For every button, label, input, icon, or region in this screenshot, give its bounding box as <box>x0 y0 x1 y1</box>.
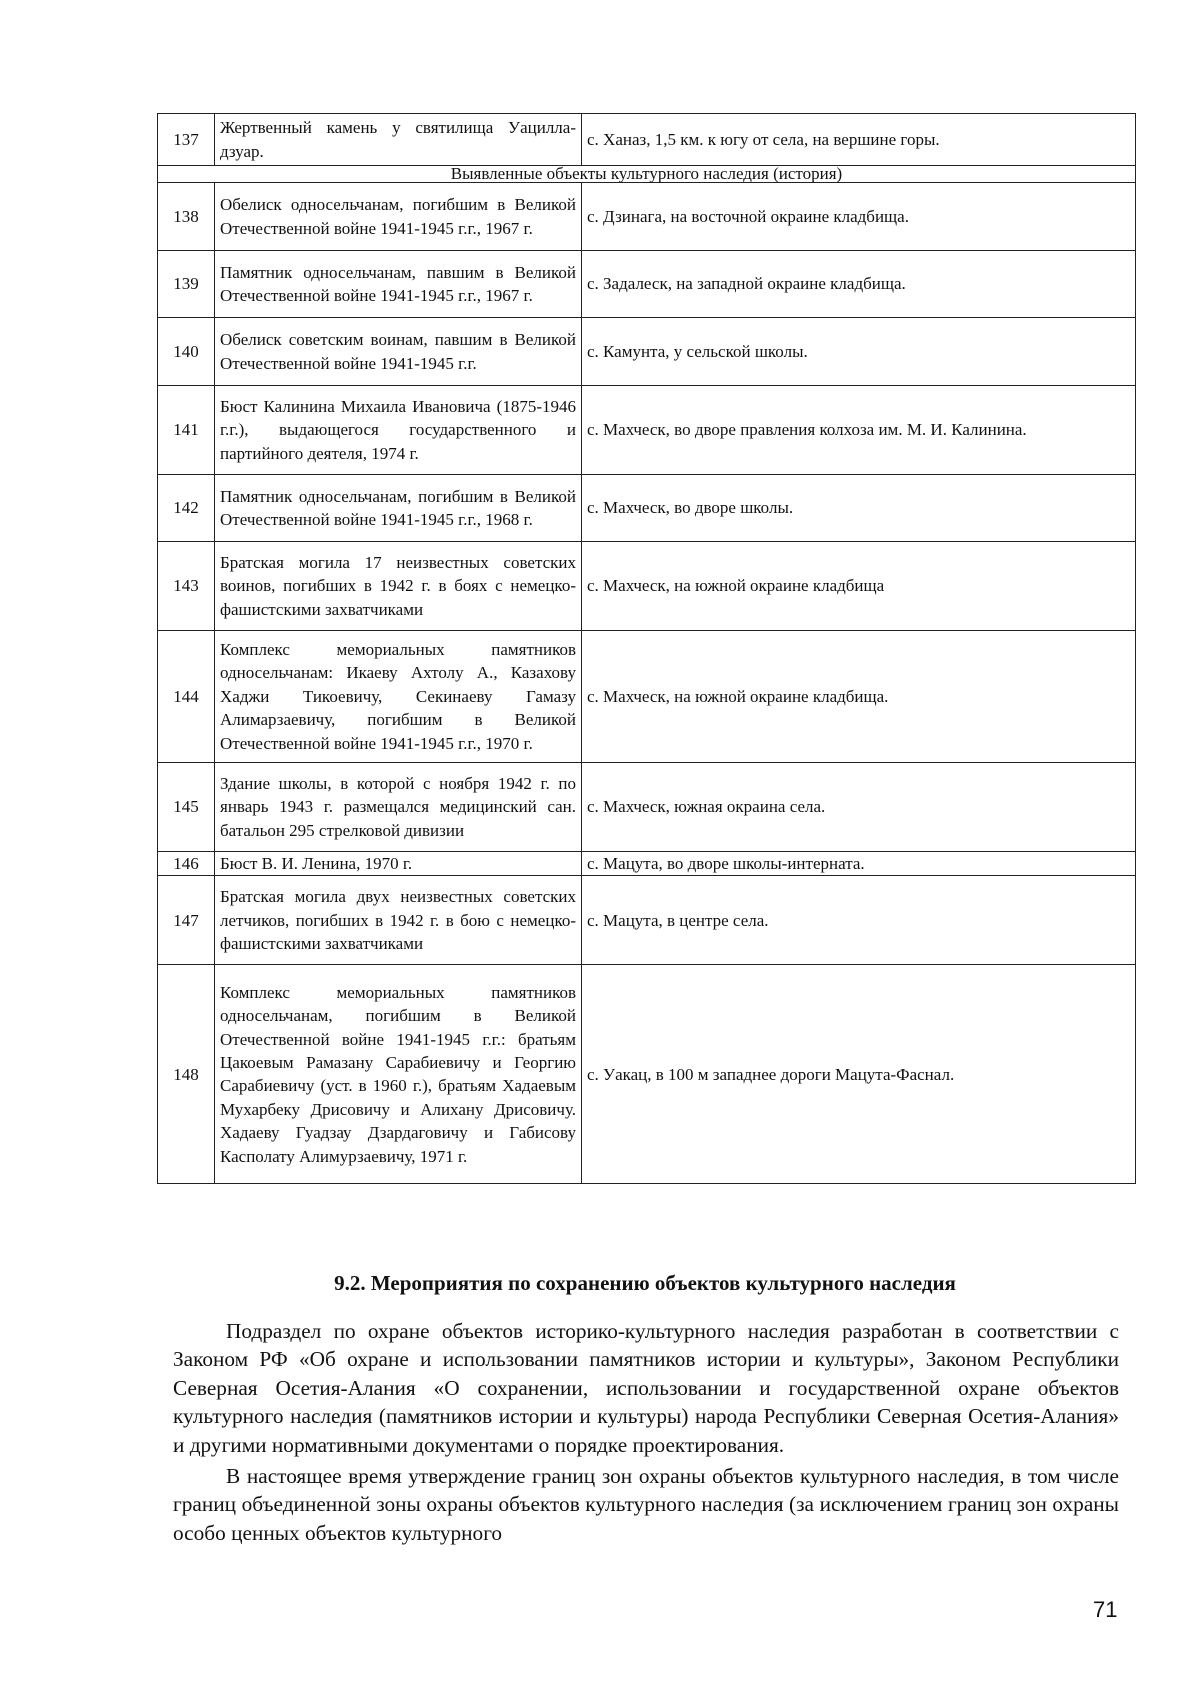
body-text <box>173 1317 1119 1550</box>
location-cell: с. Мацута, во дворе школы-интерната. <box>582 852 1136 876</box>
page-number: 71 <box>1093 1597 1118 1622</box>
row-number-cell: 139 <box>158 251 215 318</box>
location-cell: с. Дзинага, на восточной окраине кладбища. <box>582 183 1136 251</box>
table-row <box>158 876 1136 965</box>
location-cell: с. Мацута, в центре села. <box>582 876 1136 965</box>
location-cell: с. Махческ, во дворе школы. <box>582 475 1136 542</box>
table-body <box>158 114 1136 1184</box>
table-row <box>158 251 1136 318</box>
table-row <box>158 318 1136 386</box>
object-name-cell: Братская могила двух неизвестных советских летчиков, погибших в 1942 г. в бою с немецко-фашистскими захватчиками <box>215 876 582 965</box>
table-section-row <box>158 166 1136 183</box>
object-name-cell: Памятник односельчанам, погибшим в Великой Отечественной войне 1941-1945 г.г., 1968 г. <box>215 475 582 542</box>
object-name-cell: Обелиск односельчанам, погибшим в Великой Отечественной войне 1941-1945 г.г., 1967 г. <box>215 183 582 251</box>
location-cell: с. Ханаз, 1,5 км. к югу от села, на вершине горы. <box>582 114 1136 166</box>
row-number-cell: 146 <box>158 852 215 876</box>
row-number-cell: 138 <box>158 183 215 251</box>
object-name-cell: Бюст В. И. Ленина, 1970 г. <box>215 852 582 876</box>
section-title-cell: Выявленные объекты культурного наследия (история) <box>158 166 1136 183</box>
location-cell: с. Махческ, на южной окраине кладбища. <box>582 631 1136 763</box>
row-number-cell: 148 <box>158 965 215 1184</box>
object-name-cell: Бюст Калинина Михаила Ивановича (1875-1946 г.г.), выдающегося государственного и партийного деятеля, 1974 г. <box>215 386 582 475</box>
row-number-cell: 142 <box>158 475 215 542</box>
heritage-objects-table <box>157 113 1136 1184</box>
table-row <box>158 386 1136 475</box>
location-cell: с. Махческ, на южной окраине кладбища <box>582 542 1136 631</box>
row-number-cell: 141 <box>158 386 215 475</box>
table-row <box>158 114 1136 166</box>
row-number-cell: 147 <box>158 876 215 965</box>
row-number-cell: 137 <box>158 114 215 166</box>
location-cell: с. Уакац, в 100 м западнее дороги Мацута-Фаснал. <box>582 965 1136 1184</box>
table-row <box>158 763 1136 852</box>
table-row <box>158 475 1136 542</box>
object-name-cell: Комплекс мемориальных памятников односельчанам, погибшим в Великой Отечественной войне 1941-1945 г.г.: братьям Цакоевым Рамазану Сарабиевичу и Георгию Сарабиевичу (уст. в 1960 г.), братьям Хадаевым Мухарбеку Дрисовичу и Алихану Дрисовичу. Хадаеву Гуадзау Дзардаговичу и Габисову Касполату Алимурзаевичу, 1971 г. <box>215 965 582 1184</box>
table-row <box>158 965 1136 1184</box>
table-row <box>158 542 1136 631</box>
section-heading: 9.2. Мероприятия по сохранению объектов культурного наследия <box>334 1271 956 1295</box>
table-row <box>158 183 1136 251</box>
location-cell: с. Махческ, во дворе правления колхоза им. М. И. Калинина. <box>582 386 1136 475</box>
table-row <box>158 631 1136 763</box>
paragraph-2: В настоящее время утверждение границ зон охраны объектов культурного наследия, в том числе границ объединенной зоны охраны объектов культурного наследия (за исключением границ зон охраны особо ценных объектов культурного <box>173 1464 1119 1545</box>
object-name-cell: Жертвенный камень у святилища Уацилла-дзуар. <box>215 114 582 166</box>
row-number-cell: 145 <box>158 763 215 852</box>
object-name-cell: Братская могила 17 неизвестных советских воинов, погибших в 1942 г. в боях с немецко-фашистскими захватчиками <box>215 542 582 631</box>
paragraph-1: Подраздел по охране объектов историко-культурного наследия разработан в соответствии с Законом РФ «Об охране и использовании памятников истории и культуры», Законом Республики Северная Осетия-Алания «О сохранении, использовании и государственной охране объектов культурного наследия (памятников истории и культуры) народа Республики Северная Осетия-Алания» и другими нормативными документами о порядке проектирования. <box>173 1319 1119 1457</box>
row-number-cell: 140 <box>158 318 215 386</box>
object-name-cell: Памятник односельчанам, павшим в Великой Отечественной войне 1941-1945 г.г., 1967 г. <box>215 251 582 318</box>
object-name-cell: Обелиск советским воинам, павшим в Великой Отечественной войне 1941-1945 г.г. <box>215 318 582 386</box>
row-number-cell: 143 <box>158 542 215 631</box>
object-name-cell: Комплекс мемориальных памятников односельчанам: Икаеву Ахтолу А., Казахову Хаджи Тикоевичу, Секинаеву Гамазу Алимарзаевичу, погибшим в Великой Отечественной войне 1941-1945 г.г., 1970 г. <box>215 631 582 763</box>
location-cell: с. Махческ, южная окраина села. <box>582 763 1136 852</box>
table-row <box>158 852 1136 876</box>
row-number-cell: 144 <box>158 631 215 763</box>
location-cell: с. Камунта, у сельской школы. <box>582 318 1136 386</box>
object-name-cell: Здание школы, в которой с ноября 1942 г. по январь 1943 г. размещался медицинский сан. батальон 295 стрелковой дивизии <box>215 763 582 852</box>
location-cell: с. Задалеск, на западной окраине кладбища. <box>582 251 1136 318</box>
